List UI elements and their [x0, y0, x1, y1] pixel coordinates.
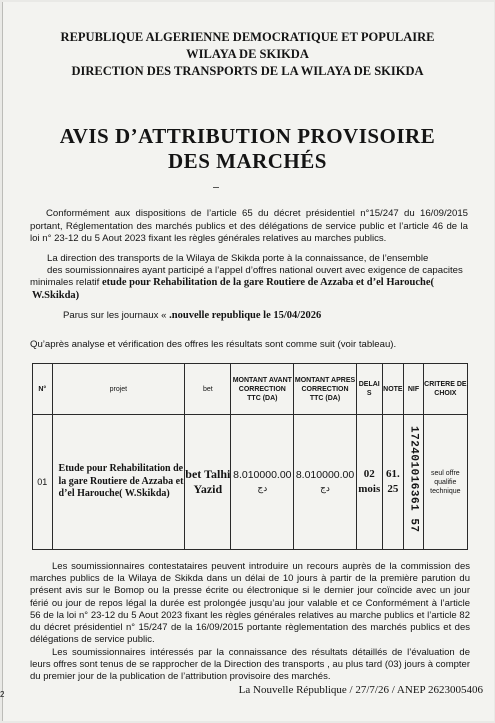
cell-num: 01 — [33, 415, 53, 550]
col-header-montant-apres: MONTANT APRES CORRECTION TTC (DA) — [294, 364, 357, 415]
montant-apres-value: 8.010000.00 — [295, 469, 355, 481]
project-subject: etude pour Rehabilitation de la gare Routiere de Azzaba et d’el Harouche( — [101, 277, 434, 288]
nif-value: 172401016361 57 — [407, 426, 420, 533]
cell-nif — [404, 415, 424, 550]
col-header-delais: DELAI S — [356, 364, 382, 415]
col-header-bet: bet — [185, 364, 231, 415]
cell-bet: bet Talhi Yazid — [185, 415, 231, 550]
table-row — [33, 415, 468, 550]
cell-montant-avant — [231, 415, 294, 550]
cell-critere: seul offre qualifie technique — [423, 415, 467, 550]
consultation-paragraph: Les soumissionnaires intéressés par la connaissance des résultats détaillés de l’évaluation de leurs offres sont tenus de se rapprocher de la Direction des transports , au plus tard (03) jours à compter du premier jour de la publication de l’attribution provisoire des marchés. — [30, 647, 470, 683]
intro-paragraph-2-line2: des soumissionnaires ayant participé a l’appel d’offres national ouvert avec exigence de capacites — [47, 265, 463, 276]
publication-newspaper: .nouvelle republique le 15/04/2026 — [169, 310, 322, 321]
col-header-montant-avant: MONTANT AVANT CORRECTION TTC (DA) — [231, 364, 294, 415]
header-direction: DIRECTION DES TRANSPORTS DE LA WILAYA DE SKIKDA — [71, 64, 424, 78]
table-header-row — [33, 364, 468, 415]
header-wilaya: WILAYA DE SKIKDA — [186, 47, 309, 61]
cell-montant-apres — [294, 415, 357, 550]
notice-title-line2: DES MARCHÉS — [168, 149, 327, 173]
notice-title-line1: AVIS D’ATTRIBUTION PROVISOIRE — [59, 124, 436, 148]
publication-footer: La Nouvelle République / 27/7/26 / ANEP 2623005406 — [238, 684, 483, 696]
results-intro: Qu’après analyse et vérification des offres les résultats sont comme suit (voir tableau). — [30, 339, 397, 350]
project-subject-cont: W.Skikda) — [32, 290, 80, 301]
header-republic: REPUBLIQUE ALGERIENNE DEMOCRATIQUE ET POPULAIRE — [60, 30, 435, 44]
separator-mark — [213, 187, 219, 188]
montant-avant-value: 8.010000.00 — [233, 469, 292, 481]
col-header-critere: CRITERE DE CHOIX — [423, 364, 467, 415]
montant-apres-currency: دج — [320, 483, 330, 493]
publication-line — [63, 310, 321, 322]
intro-paragraph-2-line3 — [30, 277, 434, 289]
intro-paragraph-1: Conformément aux dispositions de l’article 65 du décret présidentiel n°15/247 du 16/09/2015 portant, Réglementation des marchés publics et des délégations de service public et l’article 46 de la loi n° 23-12 du 5 Aout 2023 fixant les règles générales relatives au marches publics. — [30, 208, 468, 245]
results-table — [32, 363, 468, 550]
col-header-projet: projet — [52, 364, 185, 415]
intro-paragraph-2-line1: La direction des transports de la Wilaya de Skikda porte à la connaissance, de l’ensemble — [47, 253, 429, 264]
cell-delais: 02 mois — [356, 415, 382, 550]
cell-note: 61. 25 — [382, 415, 404, 550]
cell-projet: Etude pour Rehabilitation de la gare Routiere de Azzaba et d’el Harouche( W.Skikda) — [52, 415, 185, 550]
guillemet: « — [161, 310, 167, 321]
page-mark: 2 — [0, 690, 5, 699]
col-header-nif: NIF — [404, 364, 424, 415]
intro-relatif-label: minimales relatif — [30, 277, 100, 288]
montant-avant-currency: دج — [257, 483, 268, 493]
publication-lead: Parus sur les journaux — [63, 310, 159, 321]
recourse-paragraph: Les soumissionnaires contestataires peuvent introduire un recours auprès de la commission des marches publics de la Wilaya de Skikda dans un délai de 10 jours à partir de la première parution du présent avis sur le Bomop ou la presse écrite ou électronique si le dernier jour coïncide avec un jour férié ou jour de repos légal la durée est prolongée jusqu’au jour valable et ce Conformément à l’article 56 de la loi n° 23-12 du 5 Aout 2023 fixant les règles générales relatives au marche publics et l’article 82 du décret présidentiel n° 15/247 de la 16/09/2015 portante règlementation des marchés publics et des délégations de service public. — [30, 561, 470, 646]
col-header-note: NOTE — [382, 364, 404, 415]
col-header-num: N° — [33, 364, 53, 415]
